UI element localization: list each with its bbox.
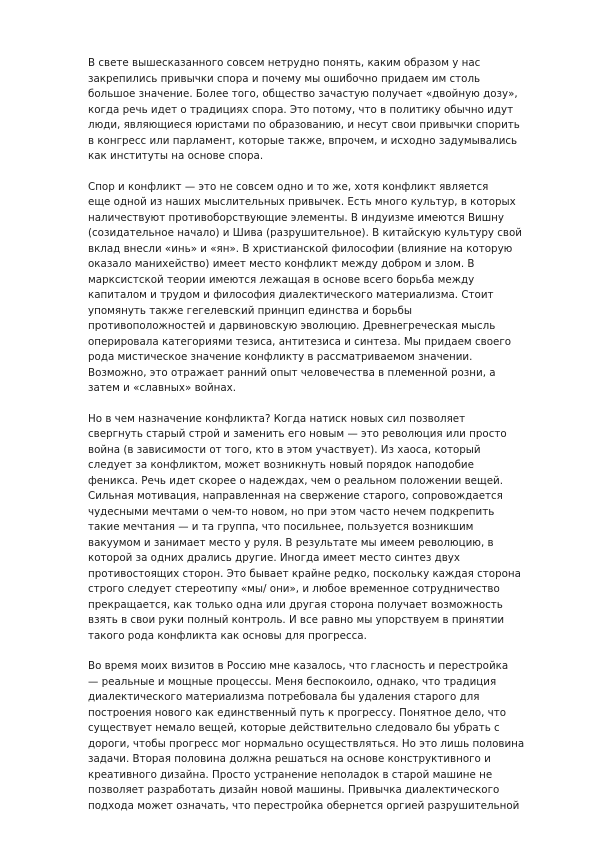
paragraph-2: Спор и конфликт — это не совсем одно и то же, хотя конфликт является еще одной из наших мыслительных привычек. Есть много культур, в которых наличествуют противоборствующие элементы. В индуизме имеются Вишну (созидательное начало) и Шива (разрушительное). В китайскую культуру свой вклад внесли «инь» и «ян». В христианской философии (влияние на которую оказало манихейство) имеет место конфликт между добром и злом. В марксистской теории имеются лежащая в основе всего борьба между капиталом и трудом и философия диалектического материализма. Стоит упомянуть также гегелевский принцип единства и борьбы противоположностей и дарвиновскую эволюцию. Древнегреческая мысль оперировала категориями тезиса, антитезиса и синтеза. Мы придаем своего рода мистическое значение конфликту в рассматриваемом значении. Возможно, это отражает ранний опыт человечества в племенной розни, а затем и «славных» войнах. — [88, 180, 522, 394]
document-body — [88, 56, 570, 829]
paragraph-4: Во время моих визитов в Россию мне казалось, что гласность и перестройка — реальные и мощные процессы. Меня беспокоило, однако, что традиция диалектического материализма потребовала бы удаления старого для построения нового как единственный путь к прогрессу. Понятное дело, что существует немало вещей, которые действительно следовало бы убрать с дороги, чтобы прогресс мог нормально осуществляться. Но это лишь половина задачи. Вторая половина должна решаться на основе конструктивного и креативного дизайна. Просто устранение неполадок в старой машине не позволяет разработать дизайн новой машины. Привычка диалектического подхода может означать, что перестройка обернется оргией разрушительной — [88, 660, 525, 812]
paragraph-1: В свете вышесказанного совсем нетрудно понять, каким образом у нас закрепились привычки спора и почему мы ошибочно придаем им столь большое значение. Более того, общество зачастую получает «двойную дозу», когда речь идет о традициях спора. Это потому, что в политику обычно идут люди, являющиеся юристами по образованию, и несут свои привычки спорить в конгресс или парламент, которые также, впрочем, и исходно задумывались как институты на основе спора. — [88, 57, 520, 162]
paragraph-3: Но в чем назначение конфликта? Когда натиск новых сил позволяет свергнуть старый строй и заменить его новым — это революция или просто война (в зависимости от того, кто в этом участвует). Из хаоса, который следует за конфликтом, может возникнуть новый порядок наподобие феникса. Речь идет скорее о надеждах, чем о реальном положении вещей. Сильная мотивация, направленная на свержение старого, сопровождается чудесными мечтами о чем-то новом, но при этом часто нечем подкрепить такие мечтания — и та группа, что посильнее, пользуется возникшим вакуумом и занимает место у руля. В результате мы имеем революцию, в которой за одних дрались другие. Иногда имеет место синтез двух противостоящих сторон. Это бывает крайне редко, поскольку каждая сторона строго следует стереотипу «мы/ они», и любое временное сотрудничество прекращается, как только одна или другая сторона получает возможность взять в свои руки полный контроль. И все равно мы упорствуем в принятии такого рода конфликта как основы для прогресса. — [88, 412, 521, 642]
